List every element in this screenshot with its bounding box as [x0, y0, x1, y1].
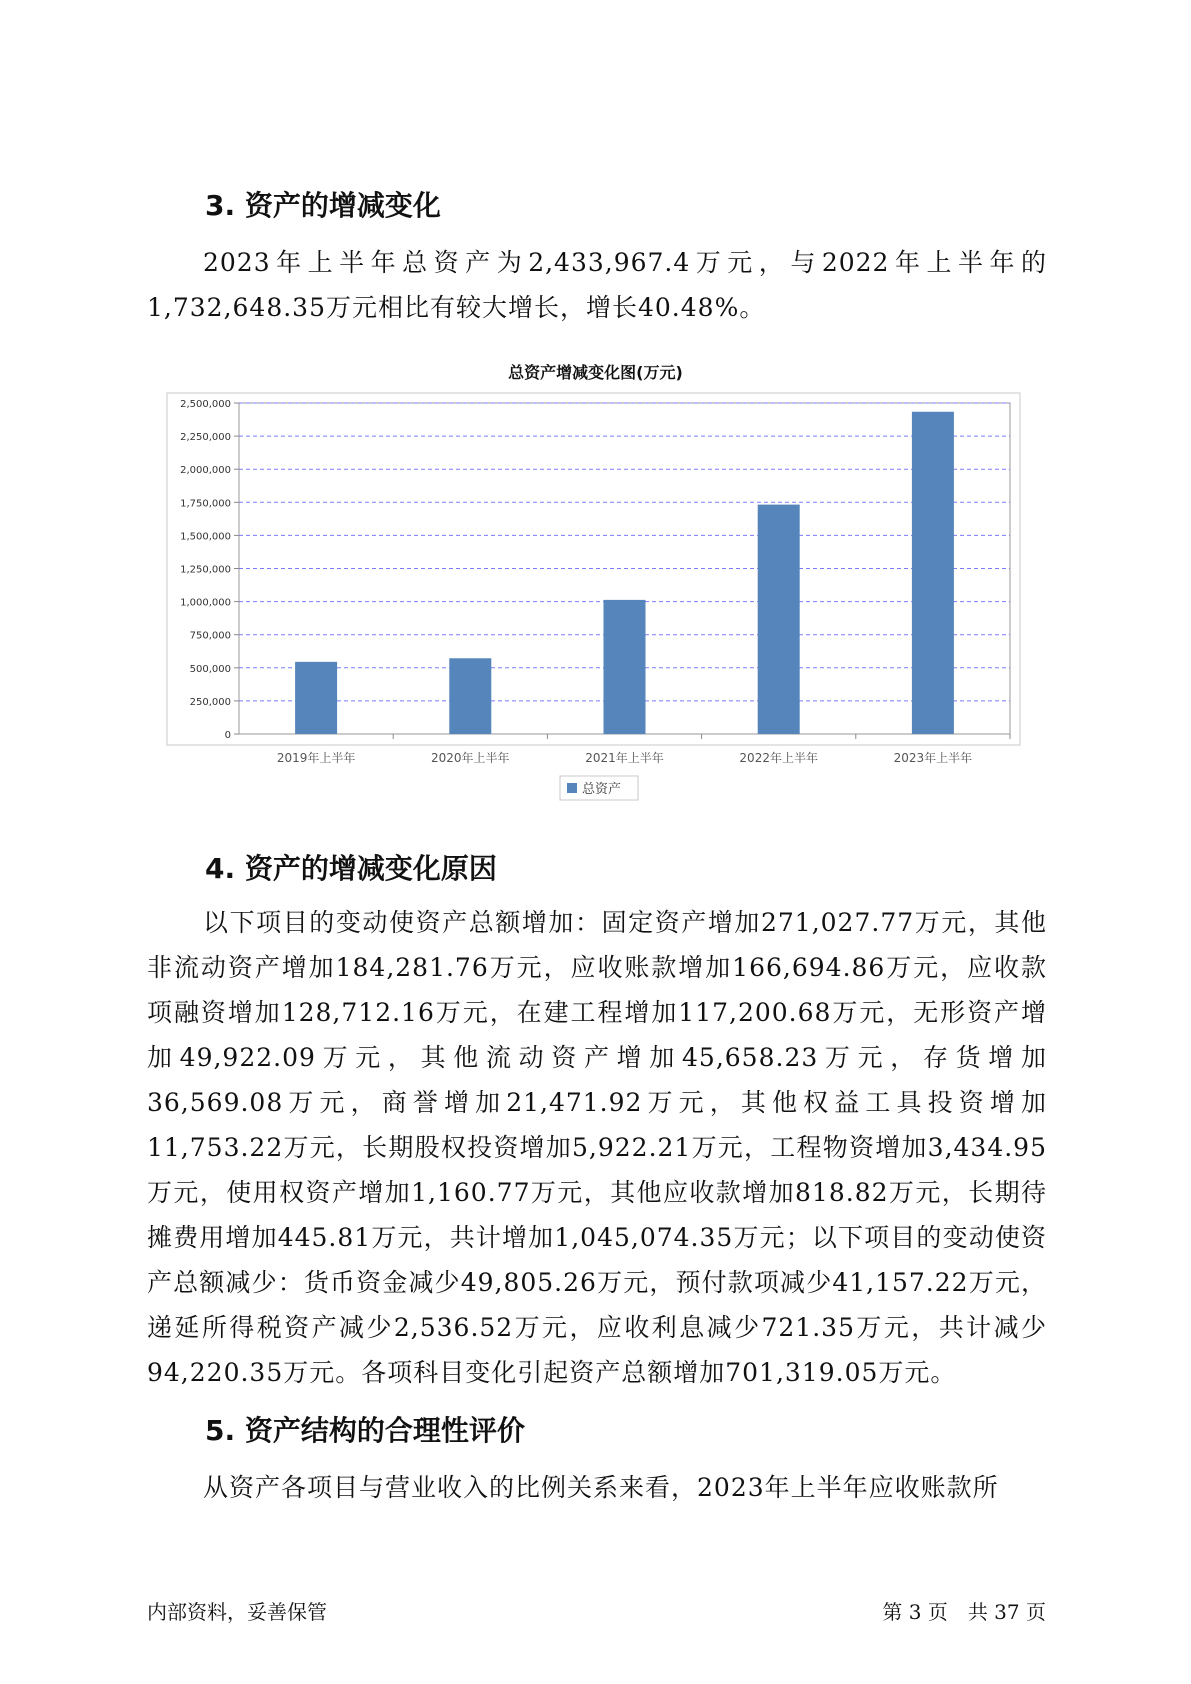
y-tick-label: 500,000 — [189, 663, 231, 675]
x-tick-label: 2023年上半年 — [893, 751, 973, 765]
x-tick-label: 2020年上半年 — [431, 751, 510, 765]
bar — [758, 505, 800, 734]
bar — [604, 600, 646, 734]
footer-confidential-note: 内部资料，妥善保管 — [147, 1600, 327, 1624]
y-tick-label: 1,750,000 — [180, 498, 231, 510]
section-4-heading: 4. 资产的增减变化原因 — [205, 852, 497, 885]
total-assets-bar-chart — [0, 0, 1191, 840]
y-tick-label: 2,250,000 — [180, 432, 231, 444]
y-tick-label: 2,500,000 — [180, 399, 231, 410]
y-tick-label: 250,000 — [189, 696, 231, 708]
section-5-heading: 5. 资产结构的合理性评价 — [205, 1414, 525, 1447]
bar — [295, 662, 337, 734]
y-tick-label: 1,500,000 — [180, 531, 231, 543]
y-tick-label: 0 — [224, 730, 231, 741]
legend-swatch — [567, 783, 577, 793]
bar — [449, 658, 491, 734]
y-tick-label: 1,000,000 — [180, 597, 231, 609]
section-4-body: 以下项目的变动使资产总额增加：固定资产增加271,027.77万元，其他非流动资产增加184,281.76万元，应收账款增加166,694.86万元，应收款项融资增加128,712.16万元，在建工程增加117,200.68万元，无形资产增加49,922.09万元，其他流动资产增加45,658.23万元，存货增加36,569.08万元，商誉增加21,471.92万元，其他权益工具投资增加11,753.22万元，长期股权投资增加5,922.21万元，工程物资增加3,434.95万元，使用权资产增加1,160.77万元，其他应收款增加818.82万元，长期待摊费用增加445.81万元，共计增加1,045,074.35万元；以下项目的变动使资产总额减少：货币资金减少49,805.26万元，预付款项减少41,157.22万元，递延所得税资产减少2,536.52万元，应收利息减少721.35万元，共计减少94,220.35万元。各项科目变化引起资产总额增加701,319.05万元。 — [147, 908, 1047, 1387]
section-3-body: 2023年上半年总资产为2,433,967.4万元，与2022年上半年的1,732,648.35万元相比有较大增长，增长40.48%。 — [147, 248, 1047, 322]
bar — [912, 412, 954, 734]
chart-title: 总资产增减变化图(万元) — [508, 363, 683, 382]
x-tick-label: 2021年上半年 — [585, 751, 664, 765]
y-tick-label: 2,000,000 — [180, 465, 231, 477]
legend-label: 总资产 — [582, 782, 622, 797]
section-5-body: 从资产各项目与营业收入的比例关系来看，2023年上半年应收账款所 — [203, 1473, 999, 1502]
x-tick-label: 2019年上半年 — [276, 751, 356, 765]
x-tick-label: 2022年上半年 — [739, 751, 818, 765]
y-tick-label: 750,000 — [189, 630, 231, 642]
section-3-heading: 3. 资产的增减变化 — [205, 189, 441, 222]
y-tick-label: 1,250,000 — [180, 564, 231, 576]
footer-page-number: 第 3 页 共 37 页 — [882, 1600, 1046, 1624]
